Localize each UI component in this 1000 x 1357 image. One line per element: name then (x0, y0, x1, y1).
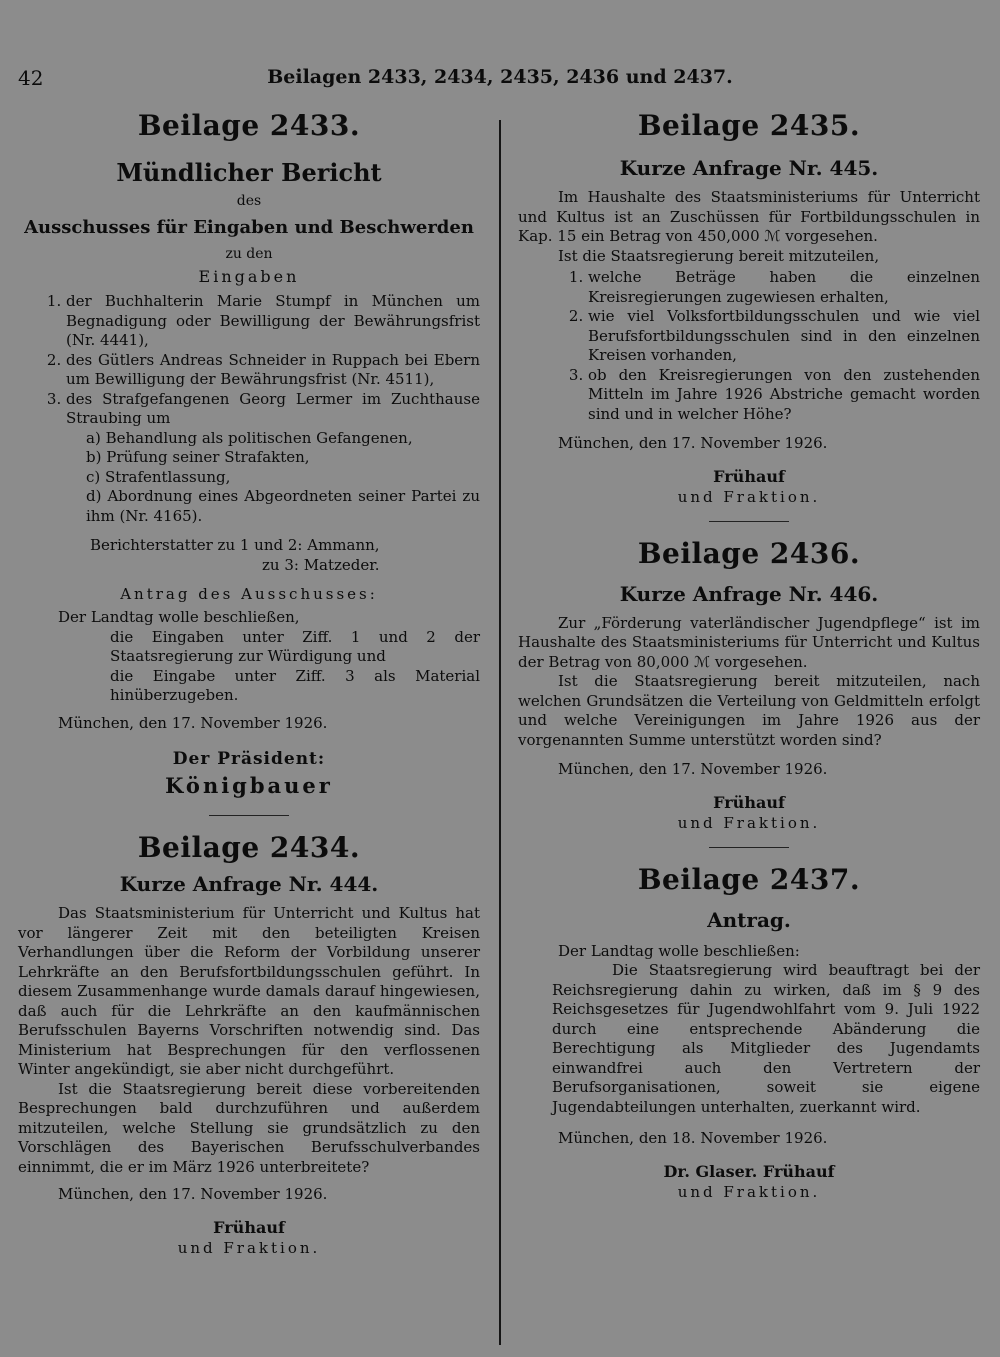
signer: Frühauf (713, 792, 785, 812)
question-item: 3. ob den Kreisregierungen von den zustehenden Mitteln im Jahre 1926 Abstriche gemacht worden sind und in welcher Höhe? (588, 366, 980, 425)
petition-sub-item: b) Prüfung seiner Strafakten, (86, 448, 310, 466)
petition-sub-item: c) Strafentlassung, (86, 467, 231, 486)
petition-sub-item: a) Behandlung als politischen Gefangenen, (86, 428, 413, 447)
beilage-2436 (518, 536, 980, 848)
running-title: Beilagen 2433, 2434, 2435, 2436 und 2437. (267, 66, 733, 88)
signer: Dr. Glaser. Frühauf (663, 1161, 835, 1181)
beilage-2434-para-2: Ist die Staatsregierung bereit diese vorbereitenden Besprechungen bald durchzuführen und außerdem mitzuteilen, welche Stellung sie grundsätzlich zu den Vorschlägen des Bayerischen Berufsschulverbandes einnimmt, die er im März 1926 unterbreitete? (18, 1079, 480, 1176)
beilage-2435 (518, 108, 980, 522)
beilage-2435-para-2: Ist die Staatsregierung bereit mitzuteilen, (558, 246, 880, 265)
beilage-2435-para-1: Im Haushalte des Staatsministeriums für Unterricht und Kultus ist an Zuschüssen für Fortbildungsschulen in Kap. 15 ein Betrag von 450,000 ℳ vorgesehen. (518, 188, 980, 245)
antrag-heading: Antrag des Ausschusses: (120, 585, 378, 603)
beilage-2437-subtitle: Antrag. (707, 907, 791, 932)
page-header (18, 66, 982, 96)
eingaben-label: Eingaben (198, 267, 300, 286)
beilage-2434-heading: Beilage 2434. (137, 831, 361, 864)
beilage-2436-heading: Beilage 2436. (637, 536, 861, 570)
question-item: 2. wie viel Volksfortbildungsschulen und wie viel Berufsfortbildungsschulen sind in den einzelnen Kreisen vorhanden, (588, 307, 980, 366)
beilage-2436-para-2: Ist die Staatsregierung bereit mitzuteilen, nach welchen Grundsätzen die Verteilung von Geldmitteln erfolgt und welche Vereinigungen im Jahre 1926 aus der vorgenannten Summe unterstützt worden sind? (518, 672, 980, 749)
petition-item: 1. der Buchhalterin Marie Stumpf in München um Begnadigung oder Bewilligung der Bewährungsfrist (Nr. 4441), (66, 292, 480, 351)
beilage-2435-subtitle: Kurze Anfrage Nr. 445. (619, 156, 879, 180)
place-date: München, den 18. November 1926. (558, 1129, 828, 1147)
committee-name: Ausschusses für Eingaben und Beschwerden (24, 217, 474, 238)
president-name: Königbauer (165, 773, 333, 798)
beilage-2433 (18, 108, 480, 816)
signer-suffix: und Fraktion. (677, 813, 821, 832)
section-divider (709, 521, 789, 522)
right-column (518, 108, 980, 1202)
petition-item: 2. des Gütlers Andreas Schneider in Ruppach bei Ebern um Bewilligung der Bewährungsfrist (Nr. 4511), (66, 351, 480, 390)
beilage-2433-heading: Beilage 2433. (137, 109, 361, 142)
signer-suffix: und Fraktion. (177, 1238, 321, 1257)
signer-suffix: und Fraktion. (677, 1182, 821, 1201)
zu-den-label: zu den (225, 246, 273, 262)
antrag-intro: Der Landtag wolle beschließen, (58, 608, 300, 626)
president-label: Der Präsident: (172, 749, 326, 769)
question-list (518, 268, 980, 424)
petition-sub-list (66, 429, 480, 527)
beilage-2437-heading: Beilage 2437. (637, 862, 861, 896)
petitions-list (18, 292, 480, 526)
place-date: München, den 17. November 1926. (558, 434, 828, 452)
section-divider (209, 815, 289, 816)
section-divider (709, 847, 789, 848)
beilage-2434-subtitle: Kurze Anfrage Nr. 444. (119, 872, 379, 896)
place-date: München, den 17. November 1926. (58, 1185, 328, 1203)
antrag-intro: Der Landtag wolle beschließen: (558, 941, 800, 960)
des-label: des (236, 193, 262, 209)
antrag-text-2: die Eingabe unter Ziff. 3 als Material hinüberzugeben. (110, 666, 480, 704)
beilage-2436-para-1: Zur „Förderung vaterländischer Jugendpflege“ ist im Haushalte des Staatsministeriums für Unterricht und Kultus der Betrag von 80,000 ℳ vorgesehen. (518, 613, 980, 671)
antrag-text: Die Staatsregierung wird beauftragt bei der Reichsregierung dahin zu wirken, daß im § 9 des Reichsgesetzes für Jugendwohlfahrt vom 9. Juli 1922 durch eine entsprechende Abänderung die Berechtigung als Mitglieder des Jugendamts einwandfrei auch den Vertretern der Berufsorganisationen, soweit sie eigene Jugendabteilungen unterhalten, zuerkannt wird. (552, 961, 980, 1116)
beilage-2434-para-1: Das Staatsministerium für Unterricht und Kultus hat vor längerer Zeit mit den beteiligten Kreisen Verhandlungen über die Reform der Vorbildung unserer Lehrkräfte an den Berufsfortbildungsschulen geführt. In diesem Zusammenhange wurde damals darauf hingewiesen, daß auch für die Lehrkräfte an den kaufmännischen Berufsschulen Bayerns Vorschriften notwendig sind. Das Ministerium hat Besprechungen für den verflossenen Winter angekündigt, sie aber nicht durchgeführt. (18, 904, 480, 1078)
report-title: Mündlicher Bericht (116, 158, 382, 187)
signer: Frühauf (713, 466, 785, 486)
reporter-line-2: zu 3: Matzeder. (262, 555, 380, 574)
page-number: 42 (18, 66, 44, 90)
petition-sub-item: d) Abordnung eines Abgeordneten seiner Partei zu ihm (Nr. 4165). (86, 487, 480, 525)
signer-suffix: und Fraktion. (677, 487, 821, 506)
column-divider (499, 120, 501, 1345)
signer: Frühauf (213, 1217, 285, 1237)
left-column (18, 108, 480, 1258)
place-date: München, den 17. November 1926. (58, 713, 328, 732)
petition-item-text: des Strafgefangenen Georg Lermer im Zuchthause Straubing um (66, 389, 480, 427)
beilage-2435-heading: Beilage 2435. (637, 109, 861, 142)
petition-item (66, 390, 480, 527)
reporter-line-1: Berichterstatter zu 1 und 2: Ammann, (90, 536, 380, 554)
beilage-2434 (18, 830, 480, 1258)
beilage-2437 (518, 862, 980, 1202)
place-date: München, den 17. November 1926. (558, 760, 828, 778)
question-item: 1. welche Beträge haben die einzelnen Kreisregierungen zugewiesen erhalten, (588, 268, 980, 307)
antrag-text-1: die Eingaben unter Ziff. 1 und 2 der Staatsregierung zur Würdigung und (110, 627, 480, 665)
beilage-2436-subtitle: Kurze Anfrage Nr. 446. (619, 581, 879, 606)
